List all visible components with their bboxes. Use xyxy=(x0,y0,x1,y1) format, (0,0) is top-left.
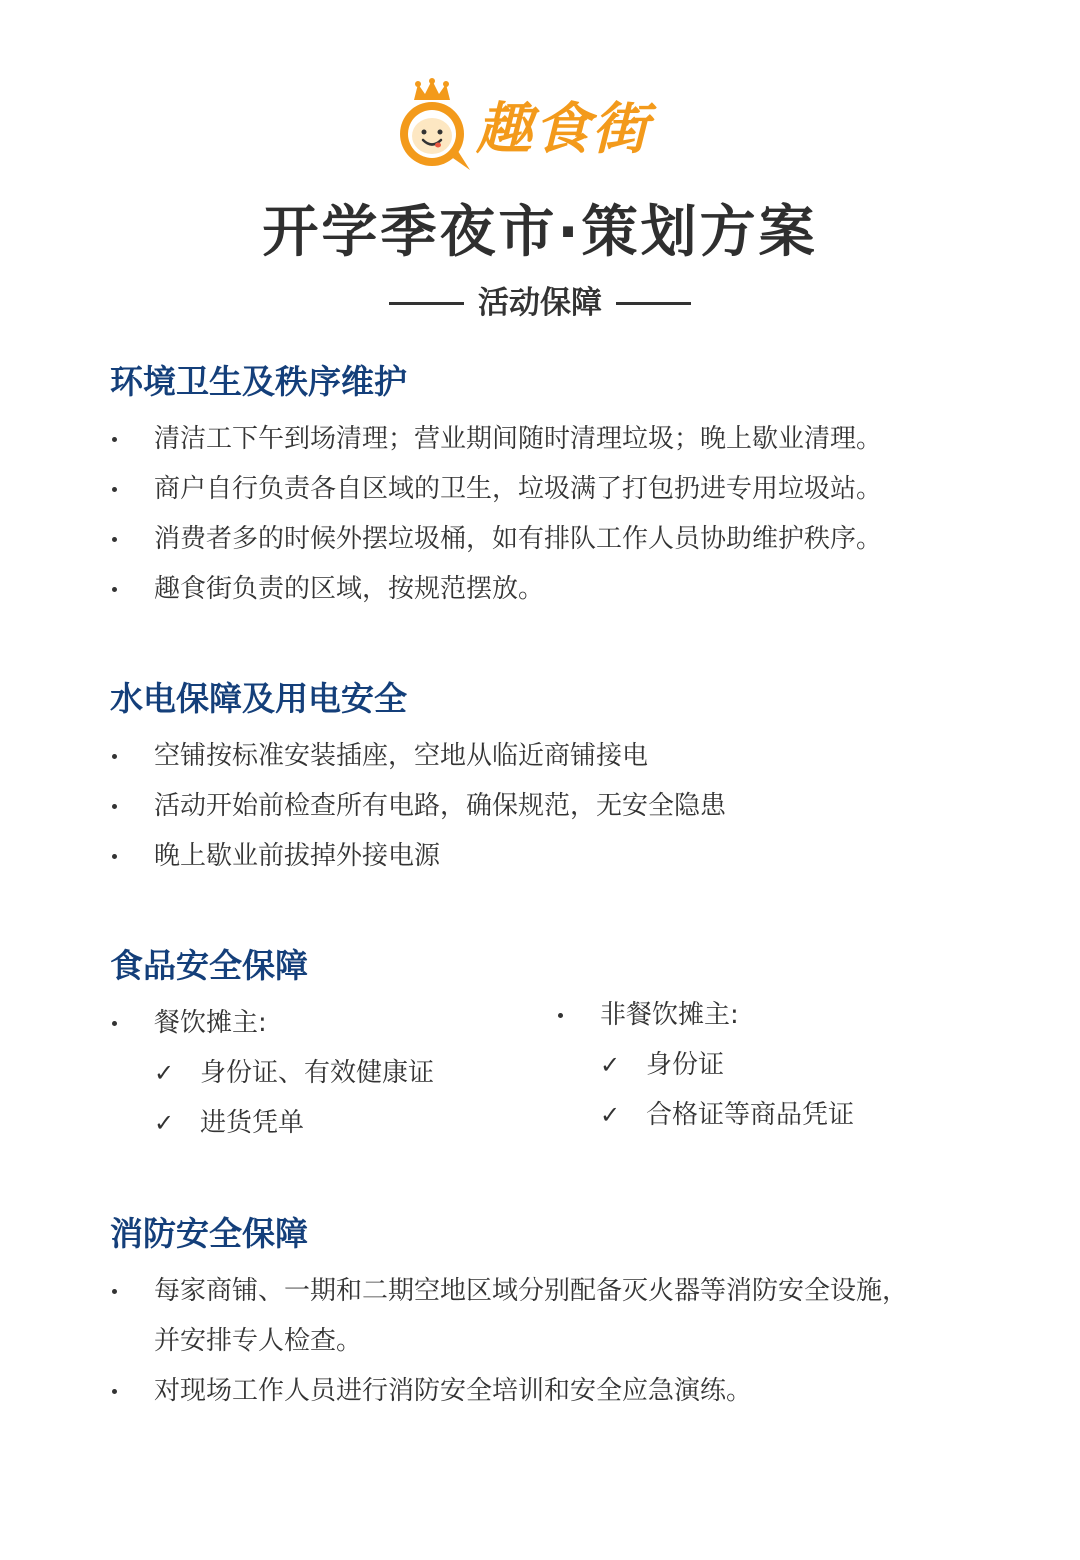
page-title: 开学季夜市·策划方案 xyxy=(262,200,818,265)
check-item xyxy=(556,1040,990,1090)
left-divider xyxy=(389,302,464,305)
bullet-list xyxy=(110,731,990,881)
list-item: 空铺按标准安装插座，空地从临近商铺接电 xyxy=(110,731,990,781)
list-item: 活动开始前检查所有电路，确保规范，无安全隐患 xyxy=(110,781,990,831)
check-icon: ✓ xyxy=(600,1051,621,1079)
list-item: 餐饮摊主: xyxy=(110,998,550,1048)
check-text: 身份证、有效健康证 xyxy=(200,1058,435,1088)
bullet-list xyxy=(110,414,990,614)
check-text: 合格证等商品凭证 xyxy=(646,1100,855,1130)
subtitle-row xyxy=(0,280,1080,326)
check-item xyxy=(110,1098,550,1148)
section-heading: 消防安全保障 xyxy=(110,1214,308,1253)
section-utilities xyxy=(110,675,990,881)
check-text: 身份证 xyxy=(646,1050,725,1080)
check-icon: ✓ xyxy=(154,1109,175,1137)
brand-logo xyxy=(392,78,692,174)
list-item: 商户自行负责各自区域的卫生，垃圾满了打包扔进专用垃圾站。 xyxy=(110,464,990,514)
catering-vendors xyxy=(110,998,550,1148)
list-item: 趣食街负责的区域，按规范摆放。 xyxy=(110,564,990,614)
section-sanitation xyxy=(110,358,990,614)
right-divider xyxy=(616,302,691,305)
list-item: 对现场工作人员进行消防安全培训和安全应急演练。 xyxy=(110,1366,990,1416)
non-catering-vendors xyxy=(556,990,990,1140)
check-icon: ✓ xyxy=(154,1059,175,1087)
section-heading: 环境卫生及秩序维护 xyxy=(110,362,407,401)
check-item xyxy=(110,1048,550,1098)
check-icon: ✓ xyxy=(600,1101,621,1129)
list-item: 每家商铺、一期和二期空地区域分别配备灭火器等消防安全设施， xyxy=(110,1266,990,1316)
check-text: 进货凭单 xyxy=(200,1108,305,1138)
bullet-list xyxy=(110,1266,990,1416)
bullet-list xyxy=(556,990,990,1140)
section-heading: 食品安全保障 xyxy=(110,946,308,985)
section-food-safety xyxy=(110,942,990,1142)
crowned-smiley-q-logo-icon xyxy=(392,78,482,174)
check-item xyxy=(556,1090,990,1140)
section-heading: 水电保障及用电安全 xyxy=(110,679,407,718)
brand-name: 趣食街 xyxy=(476,97,650,162)
list-item: 消费者多的时候外摆垃圾桶，如有排队工作人员协助维护秩序。 xyxy=(110,514,990,564)
page-subtitle: 活动保障 xyxy=(478,285,602,321)
list-item: 清洁工下午到场清理；营业期间随时清理垃圾；晚上歇业清理。 xyxy=(110,414,990,464)
list-item: 晚上歇业前拔掉外接电源 xyxy=(110,831,990,881)
list-item: 非餐饮摊主: xyxy=(556,990,990,1040)
bullet-list xyxy=(110,998,550,1148)
section-fire-safety xyxy=(110,1210,990,1416)
list-item-continuation: 并安排专人检查。 xyxy=(154,1326,363,1356)
